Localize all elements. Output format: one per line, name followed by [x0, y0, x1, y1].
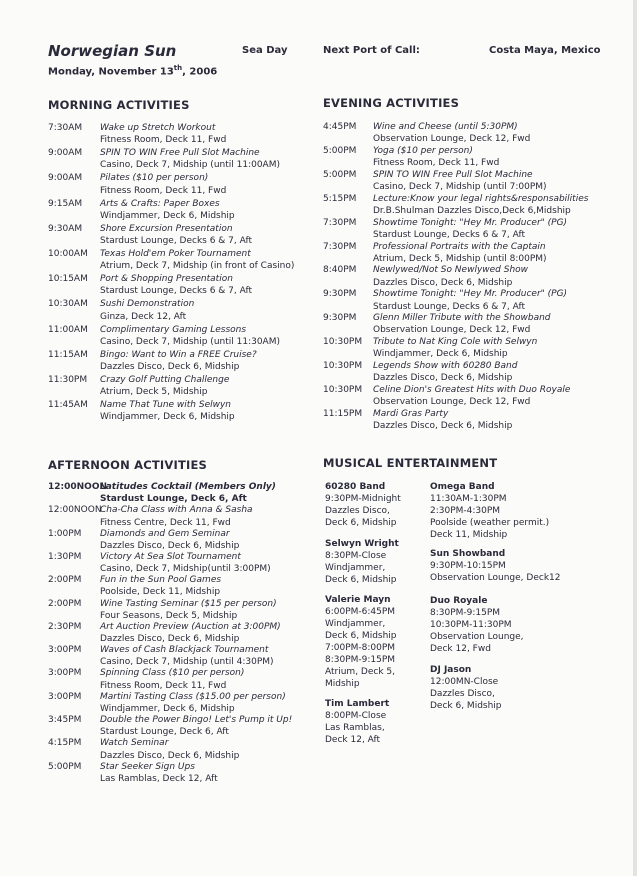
- music-act-detail: Observation Lounge,: [430, 632, 524, 642]
- event-name: Victory At Sea Slot Tournament: [100, 551, 241, 562]
- event-location: Atrium, Deck 5, Midship (until 8:00PM): [373, 253, 547, 264]
- evening-event: [323, 241, 623, 266]
- music-act-name: Tim Lambert: [325, 699, 390, 709]
- morning-event: [48, 122, 348, 147]
- music-act-detail: 10:30PM-11:30PM: [430, 620, 512, 630]
- event-name: Name That Tune with Selwyn: [100, 400, 232, 411]
- music-act-detail: Deck 6, Midship: [325, 518, 397, 528]
- music-act: [325, 538, 399, 586]
- afternoon-event: [48, 528, 348, 553]
- sea-day-label: Sea Day: [242, 45, 288, 56]
- music-act-detail: Dazzles Disco,: [325, 506, 390, 516]
- event-name: Texas Hold'em Poker Tournament: [100, 249, 251, 259]
- music-act: [430, 664, 502, 712]
- music-heading: MUSICAL ENTERTAINMENT: [323, 456, 498, 470]
- music-act-detail: 8:30PM-9:15PM: [325, 655, 396, 665]
- event-name: Waves of Cash Blackjack Tournament: [100, 645, 269, 656]
- event-time: 10:00AM: [48, 249, 88, 259]
- event-location: Dr.B.Shulman Dazzles Disco,Deck 6,Midship: [373, 205, 571, 216]
- event-time: 1:00PM: [48, 528, 82, 539]
- event-time: 9:30AM: [48, 223, 83, 234]
- event-time: 10:30PM: [323, 337, 363, 348]
- afternoon-event: [48, 761, 348, 786]
- event-time: 11:15AM: [48, 349, 88, 360]
- event-time: 4:15PM: [48, 738, 82, 749]
- music-act-name: Duo Royale: [430, 596, 488, 606]
- event-time: 9:30PM: [323, 289, 357, 300]
- event-location: Casino, Deck 7, Midship (until 11:30AM): [100, 336, 280, 347]
- event-location: Casino, Deck 7, Midship (until 11:00AM): [100, 160, 280, 171]
- event-name: Pilates ($10 per person): [100, 173, 209, 184]
- morning-event: [48, 198, 348, 223]
- morning-heading: MORNING ACTIVITIES: [48, 98, 190, 112]
- music-act: [430, 595, 524, 655]
- music-act-detail: Windjammer,: [325, 563, 386, 573]
- music-act-detail: Deck 12, Aft: [325, 735, 381, 745]
- event-name: Celine Dion's Greatest Hits with Duo Royale: [373, 384, 571, 395]
- afternoon-event: [48, 644, 348, 669]
- morning-event: [48, 223, 348, 248]
- event-time: 10:30PM: [323, 361, 363, 371]
- event-location: Atrium, Deck 7, Midship (in front of Casino): [100, 261, 295, 272]
- morning-event: [48, 147, 348, 172]
- afternoon-event: [48, 504, 348, 529]
- event-location: Fitness Room, Deck 11, Fwd: [100, 680, 227, 691]
- music-act-name: Omega Band: [430, 482, 495, 492]
- event-location: Dazzles Disco, Deck 6, Midship: [100, 362, 240, 373]
- evening-event: [323, 169, 623, 194]
- morning-event: [48, 399, 348, 424]
- music-act-detail: 9:30PM-Midnight: [325, 494, 401, 504]
- music-act-name: Valerie Mayn: [325, 595, 391, 605]
- music-act-detail: Deck 12, Fwd: [430, 644, 491, 654]
- music-act-name: DJ Jason: [430, 665, 472, 675]
- music-act-detail: Deck 6, Midship: [325, 575, 397, 585]
- event-time: 12:00NOON: [48, 482, 108, 492]
- event-time: 7:30PM: [323, 217, 357, 228]
- music-act-name: Sun Showband: [430, 549, 506, 559]
- event-time: 11:30PM: [48, 375, 88, 385]
- event-time: 5:15PM: [323, 193, 357, 204]
- page-edge-shadow: [633, 0, 637, 876]
- event-location: Stardust Lounge, Deck 6, Aft: [100, 727, 229, 738]
- event-location: Atrium, Deck 5, Midship: [100, 387, 208, 398]
- music-act-detail: Windjammer,: [325, 619, 386, 629]
- event-name: Star Seeker Sign Ups: [100, 761, 195, 772]
- event-location: Stardust Lounge, Decks 6 & 7, Aft: [100, 286, 253, 297]
- event-time: 9:00AM: [48, 173, 83, 184]
- event-location: Casino, Deck 7, Midship (until 7:00PM): [373, 182, 547, 193]
- event-name: Wake up Stretch Workout: [100, 123, 216, 133]
- event-time: 5:00PM: [48, 761, 82, 772]
- afternoon-event: [48, 667, 348, 692]
- event-name: Professional Portraits with the Captain: [373, 241, 546, 252]
- event-name: Bingo: Want to Win a FREE Cruise?: [100, 349, 257, 360]
- event-time: 10:30PM: [323, 384, 363, 395]
- event-name: Cha-Cha Class with Anna & Sasha: [100, 505, 253, 516]
- event-time: 9:30PM: [323, 313, 357, 324]
- afternoon-event: [48, 574, 348, 599]
- next-port-value: Costa Maya, Mexico: [489, 45, 601, 56]
- event-time: 3:00PM: [48, 668, 82, 679]
- music-act: [430, 481, 549, 541]
- event-time: 2:00PM: [48, 598, 82, 609]
- afternoon-event: [48, 598, 348, 623]
- event-location: Fitness Room, Deck 11, Fwd: [100, 185, 227, 196]
- evening-event: [323, 312, 623, 337]
- afternoon-event: [48, 621, 348, 646]
- afternoon-event: [48, 481, 348, 506]
- event-name: Showtime Tonight: "Hey Mr. Producer" (PG): [373, 217, 568, 228]
- evening-heading: EVENING ACTIVITIES: [323, 96, 460, 110]
- event-name: Wine Tasting Seminar ($15 per person): [100, 598, 277, 609]
- evening-event: [323, 193, 623, 218]
- event-name: Yoga ($10 per person): [373, 145, 473, 156]
- music-act: [325, 594, 397, 690]
- music-act-name: 60280 Band: [325, 482, 386, 492]
- event-location: Dazzles Disco, Deck 6, Midship: [100, 750, 240, 761]
- event-time: 1:30PM: [48, 551, 82, 562]
- music-act-detail: Deck 6, Midship: [325, 631, 397, 641]
- music-act-detail: 12:00MN-Close: [430, 677, 499, 687]
- event-time: 5:00PM: [323, 145, 357, 156]
- event-location: Windjammer, Deck 6, Midship: [373, 349, 508, 360]
- event-name: Arts & Crafts: Paper Boxes: [100, 198, 220, 209]
- evening-event: [323, 288, 623, 313]
- event-location: Stardust Lounge, Decks 6 & 7, Aft: [100, 236, 253, 247]
- event-location: Dazzles Disco, Deck 6, Midship: [373, 421, 513, 432]
- event-name: Glenn Miller Tribute with the Showband: [373, 313, 551, 324]
- date-suffix-sup: th: [173, 64, 183, 72]
- event-time: 2:30PM: [48, 621, 82, 632]
- event-location: Ginza, Deck 12, Aft: [100, 311, 187, 322]
- event-name: SPIN TO WIN Free Pull Slot Machine: [100, 148, 260, 159]
- morning-event: [48, 324, 348, 349]
- event-name: Port & Shopping Presentation: [100, 274, 233, 285]
- music-act-detail: 8:00PM-Close: [325, 711, 387, 721]
- afternoon-event: [48, 737, 348, 762]
- event-location: Observation Lounge, Deck 12, Fwd: [373, 397, 531, 408]
- music-act-detail: 8:30PM-9:15PM: [430, 608, 501, 618]
- music-act-detail: Midship: [325, 679, 360, 689]
- event-name: Tribute to Nat King Cole with Selwyn: [373, 337, 538, 348]
- morning-event: [48, 273, 348, 298]
- event-name: Diamonds and Gem Seminar: [100, 528, 230, 539]
- event-location: Dazzles Disco, Deck 6, Midship: [100, 634, 240, 645]
- music-act-detail: Atrium, Deck 5,: [325, 667, 395, 677]
- event-name: Mardi Gras Party: [373, 408, 449, 419]
- event-time: 7:30PM: [323, 241, 357, 252]
- music-act: [325, 698, 389, 746]
- event-location: Windjammer, Deck 6, Midship: [100, 210, 235, 221]
- date-year: , 2006: [182, 66, 218, 78]
- music-act-detail: 6:00PM-6:45PM: [325, 607, 396, 617]
- event-time: 8:40PM: [323, 265, 357, 276]
- event-name: Legends Show with 60280 Band: [373, 361, 518, 371]
- event-location: Windjammer, Deck 6, Midship: [100, 412, 235, 423]
- event-name: Showtime Tonight: "Hey Mr. Producer" (PG): [373, 289, 568, 300]
- event-location: Fitness Room, Deck 11, Fwd: [373, 158, 500, 169]
- afternoon-event: [48, 714, 348, 739]
- event-location: Dazzles Disco, Deck 6, Midship: [100, 540, 240, 551]
- event-name: Crazy Golf Putting Challenge: [100, 375, 230, 385]
- music-act-detail: Deck 6, Midship: [430, 701, 502, 711]
- event-location: Stardust Lounge, Decks 6 & 7, Aft: [373, 229, 526, 240]
- music-act-detail: Observation Lounge, Deck12: [430, 573, 561, 583]
- morning-event: [48, 374, 348, 399]
- event-name: Fun in the Sun Pool Games: [100, 575, 222, 586]
- morning-event: [48, 248, 348, 273]
- event-time: 3:00PM: [48, 691, 82, 702]
- event-time: 3:45PM: [48, 715, 82, 725]
- event-name: Sushi Demonstration: [100, 299, 195, 310]
- event-name: Shore Excursion Presentation: [100, 223, 233, 234]
- evening-event: [323, 336, 623, 361]
- music-act-detail: Deck 11, Midship: [430, 530, 508, 540]
- event-name: Lecture:Know your legal rights&responsabilities: [373, 193, 589, 204]
- music-act: [325, 481, 401, 529]
- music-act-detail: 8:30PM-Close: [325, 551, 387, 561]
- music-act-detail: 11:30AM-1:30PM: [430, 494, 507, 504]
- event-name: Wine and Cheese (until 5:30PM): [373, 122, 518, 132]
- event-time: 3:00PM: [48, 645, 82, 656]
- event-name: Latitudes Cocktail (Members Only): [100, 482, 276, 492]
- afternoon-event: [48, 551, 348, 576]
- event-time: 7:30AM: [48, 123, 83, 133]
- event-name: Watch Seminar: [100, 738, 169, 749]
- morning-event: [48, 349, 348, 374]
- event-time: 11:15PM: [323, 408, 363, 419]
- music-act-detail: 2:30PM-4:30PM: [430, 506, 501, 516]
- music-act-detail: Poolside (weather permit.): [430, 518, 550, 528]
- event-location: Four Seasons, Deck 5, Midship: [100, 610, 238, 621]
- event-time: 2:00PM: [48, 575, 82, 586]
- event-name: Art Auction Preview (Auction at 3:00PM): [100, 621, 281, 632]
- event-name: SPIN TO WIN Free Pull Slot Machine: [373, 169, 533, 180]
- event-location: Casino, Deck 7, Midship (until 4:30PM): [100, 657, 274, 668]
- evening-event: [323, 217, 623, 242]
- event-name: Spinning Class ($10 per person): [100, 668, 245, 679]
- event-location: Dazzles Disco, Deck 6, Midship: [373, 277, 513, 288]
- event-time: 11:00AM: [48, 324, 88, 335]
- evening-event: [323, 408, 623, 433]
- event-name: Newlywed/Not So Newlywed Show: [373, 265, 529, 276]
- event-time: 4:45PM: [323, 122, 357, 132]
- evening-event: [323, 264, 623, 289]
- morning-event: [48, 298, 348, 323]
- event-location: Casino, Deck 7, Midship(until 3:00PM): [100, 564, 271, 575]
- event-time: 12:00NOON: [48, 505, 102, 516]
- afternoon-event: [48, 691, 348, 716]
- music-act-detail: 7:00PM-8:00PM: [325, 643, 396, 653]
- event-time: 9:15AM: [48, 198, 83, 209]
- evening-event: [323, 360, 623, 385]
- event-location: Las Ramblas, Deck 12, Aft: [100, 773, 218, 784]
- music-act-detail: Las Ramblas,: [325, 723, 385, 733]
- event-name: Double the Power Bingo! Let's Pump it Up!: [100, 715, 293, 725]
- ship-name: Norwegian Sun: [48, 42, 177, 60]
- event-name: Martini Tasting Class ($15.00 per person): [100, 691, 286, 702]
- evening-event: [323, 145, 623, 170]
- date-prefix: Monday, November 13: [48, 66, 174, 78]
- music-act-detail: 9:30PM-10:15PM: [430, 561, 506, 571]
- schedule-date: [48, 64, 217, 77]
- event-location: Stardust Lounge, Decks 6 & 7, Aft: [373, 301, 526, 312]
- afternoon-heading: AFTERNOON ACTIVITIES: [48, 458, 208, 472]
- event-time: 5:00PM: [323, 169, 357, 180]
- evening-event: [323, 384, 623, 409]
- music-act-detail: Dazzles Disco,: [430, 689, 495, 699]
- event-location: Dazzles Disco, Deck 6, Midship: [373, 373, 513, 384]
- music-act: [430, 548, 561, 584]
- event-location: Stardust Lounge, Deck 6, Aft: [100, 494, 247, 505]
- event-name: Complimentary Gaming Lessons: [100, 324, 247, 335]
- event-location: Windjammer, Deck 6, Midship: [100, 703, 235, 714]
- event-time: 11:45AM: [48, 400, 88, 411]
- event-location: Fitness Room, Deck 11, Fwd: [100, 135, 227, 146]
- event-location: Poolside, Deck 11, Midship: [100, 587, 221, 598]
- morning-event: [48, 172, 348, 197]
- event-time: 10:30AM: [48, 299, 88, 310]
- event-time: 10:15AM: [48, 274, 88, 285]
- music-act-name: Selwyn Wright: [325, 539, 399, 549]
- event-location: Observation Lounge, Deck 12, Fwd: [373, 134, 531, 145]
- next-port-label: Next Port of Call:: [323, 45, 420, 56]
- event-time: 9:00AM: [48, 148, 83, 159]
- event-location: Observation Lounge, Deck 12, Fwd: [373, 325, 531, 336]
- evening-event: [323, 121, 623, 146]
- event-location: Fitness Centre, Deck 11, Fwd: [100, 517, 231, 528]
